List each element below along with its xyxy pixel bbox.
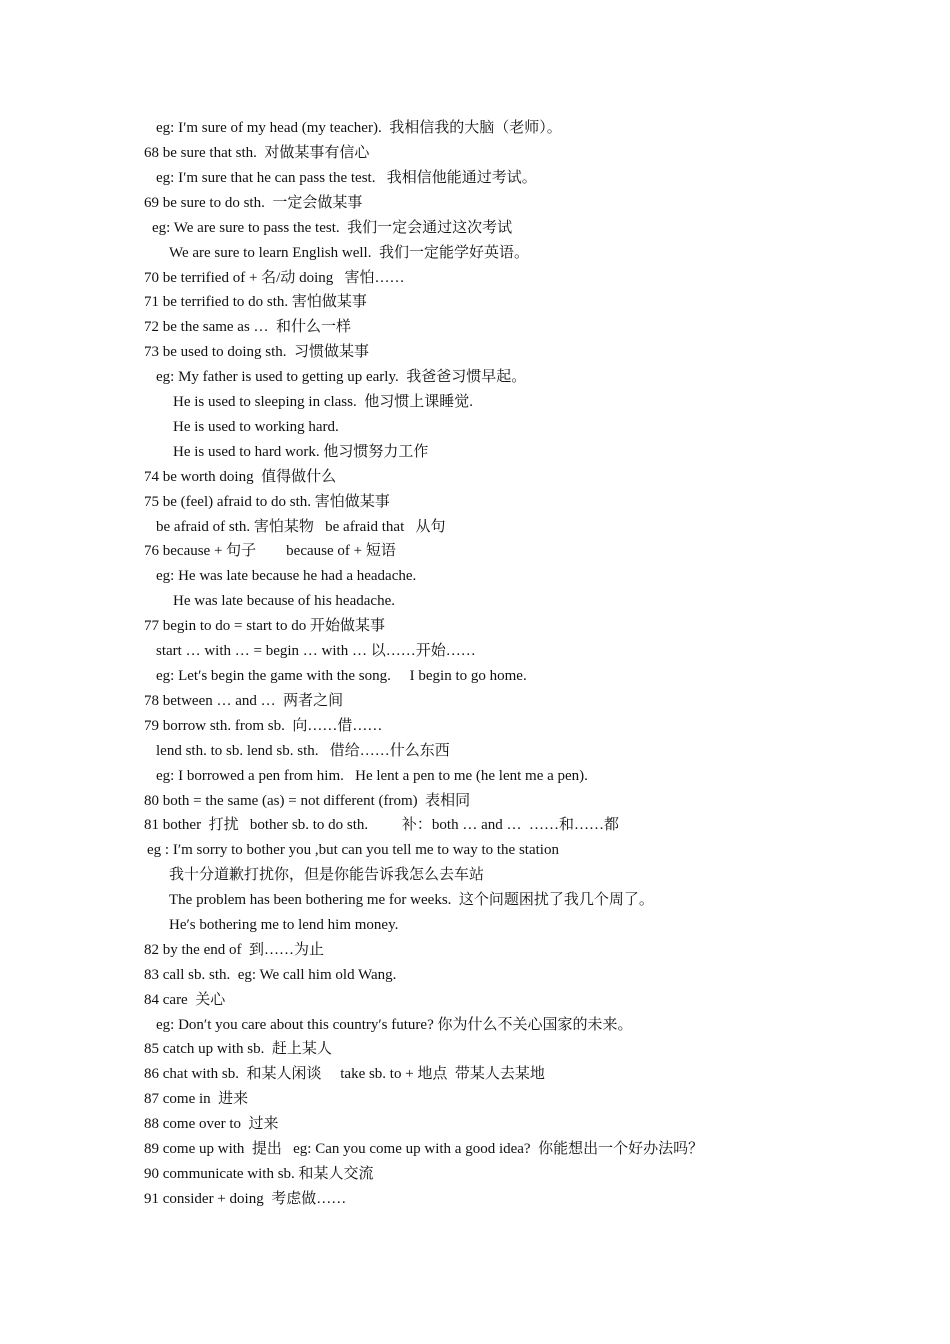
text-line: eg: I′m sure that he can pass the test. 我相信他能通过考试。 [156,170,537,186]
text-line: 79 borrow sth. from sb. 向……借…… [144,718,383,734]
text-line: eg: My father is used to getting up early. 我爸爸习惯早起。 [156,369,527,385]
text-line: He is used to sleeping in class. 他习惯上课睡觉. [173,394,473,410]
text-line: He is used to hard work. 他习惯努力工作 [173,444,429,460]
text-line: We are sure to learn English well. 我们一定能学好英语。 [169,245,529,261]
text-line: 73 be used to doing sth. 习惯做某事 [144,344,369,360]
text-line: eg: I′m sure of my head (my teacher). 我相信我的大脑（老师）。 [156,120,562,136]
text-line: eg : I′m sorry to bother you ,but can you tell me to way to the station [147,842,559,858]
text-line: eg: Don′t you care about this country′s future? 你为什么不关心国家的未来。 [156,1017,633,1033]
text-line: 我十分道歉打扰你，但是你能告诉我怎么去车站 [169,867,485,883]
text-line: He is used to working hard. [173,419,339,435]
text-line: 91 consider + doing 考虑做…… [144,1191,347,1207]
text-line: 68 be sure that sth. 对做某事有信心 [144,145,370,161]
text-line: eg: He was late because he had a headache. [156,568,417,584]
text-line: be afraid of sth. 害怕某物 be afraid that 从句 [156,519,446,535]
text-line: lend sth. to sb. lend sb. sth. 借给……什么东西 [156,743,450,759]
text-line: 78 between … and … 两者之间 [144,693,344,709]
text-line: He was late because of his headache. [173,593,395,609]
text-line: 84 care 关心 [144,992,226,1008]
text-line: 88 come over to 过来 [144,1116,279,1132]
text-line: 89 come up with 提出 eg: Can you come up with a good idea? 你能想出一个好办法吗？ [144,1141,704,1157]
text-line: 75 be (feel) afraid to do sth. 害怕做某事 [144,494,390,510]
text-line: eg: I borrowed a pen from him. He lent a pen to me (he lent me a pen). [156,768,588,784]
text-line: 85 catch up with sb. 赶上某人 [144,1041,332,1057]
text-line: 81 bother 打扰 bother sb. to do sth. 补：both … and … ……和……都 [144,817,619,833]
text-line: 70 be terrified of + 名/动 doing 害怕…… [144,270,405,286]
text-line: 76 because + 句子 because of + 短语 [144,543,396,559]
text-line: start … with … = begin … with … 以……开始…… [156,643,476,659]
text-line: 82 by the end of 到……为止 [144,942,324,958]
text-line: 74 be worth doing 值得做什么 [144,469,337,485]
text-line: 69 be sure to do sth. 一定会做某事 [144,195,363,211]
text-line: eg: We are sure to pass the test. 我们一定会通过这次考试 [152,220,513,236]
text-line: 77 begin to do = start to do 开始做某事 [144,618,385,634]
text-line: The problem has been bothering me for weeks. 这个问题困扰了我几个周了。 [169,892,654,908]
text-line: He′s bothering me to lend him money. [169,917,399,933]
text-line: 87 come in 进来 [144,1091,249,1107]
text-line: eg: Let′s begin the game with the song. I begin to go home. [156,668,527,684]
text-line: 86 chat with sb. 和某人闲谈 take sb. to + 地点 带某人去某地 [144,1066,545,1082]
text-line: 80 both = the same (as) = not different (from) 表相同 [144,793,471,809]
text-line: 72 be the same as … 和什么一样 [144,319,352,335]
text-line: 71 be terrified to do sth. 害怕做某事 [144,294,367,310]
text-line: 90 communicate with sb. 和某人交流 [144,1166,374,1182]
text-line: 83 call sb. sth. eg: We call him old Wang. [144,967,397,983]
